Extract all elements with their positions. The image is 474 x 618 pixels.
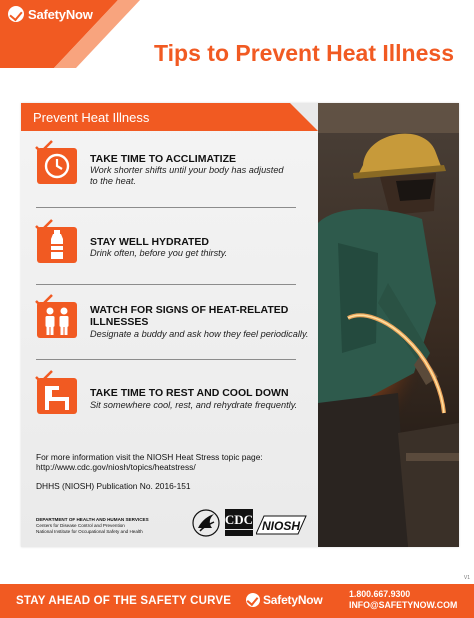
tip-description-line: to the heat.: [90, 176, 136, 186]
footer-logo-text: SafetyNow: [263, 593, 323, 607]
footer-safetynow-logo[interactable]: [246, 593, 323, 607]
publication-number: DHHS (NIOSH) Publication No. 2016-151: [36, 481, 191, 491]
divider: [36, 284, 296, 285]
email-address[interactable]: INFO@SAFETYNOW.COM: [349, 600, 458, 610]
phone-number[interactable]: 1.800.667.9300: [349, 589, 411, 599]
panel-heading: Prevent Heat Illness: [33, 110, 150, 125]
agency-line: Centers for Disease Control and Prevention: [36, 523, 125, 528]
footer-tagline: STAY AHEAD OF THE SAFETY CURVE: [16, 595, 232, 607]
niosh-link[interactable]: http://www.cdc.gov/niosh/topics/heatstress/: [36, 462, 196, 472]
tip-heading: TAKE TIME TO ACCLIMATIZE: [90, 153, 237, 165]
clock-icon: [34, 140, 80, 184]
header-corner: [0, 0, 140, 80]
niosh-logo-icon: [256, 514, 308, 536]
tip-heading: TAKE TIME TO REST AND COOL DOWN: [90, 387, 289, 399]
water-bottle-icon: [34, 219, 80, 263]
page-title: Tips to Prevent Heat Illness: [154, 40, 454, 66]
cdc-logo-text: CDC: [224, 512, 254, 527]
chair-icon: [34, 370, 80, 414]
tip-heading: STAY WELL HYDRATED: [90, 236, 210, 248]
version-label: V1: [463, 575, 470, 581]
tip-description-line: Designate a buddy and ask how they feel periodically.: [90, 329, 309, 339]
tip-description-line: Work shorter shifts until your body has adjusted: [90, 165, 284, 175]
contact-info: [349, 589, 457, 611]
tip-heading-line: ILLNESSES: [90, 316, 149, 328]
more-info-line: For more information visit the NIOSH Heat Stress topic page:: [36, 452, 263, 462]
checkmark-circle-icon: [246, 593, 260, 607]
agency-line: DEPARTMENT OF HEALTH AND HUMAN SERVICES: [36, 517, 149, 522]
divider: [36, 359, 296, 360]
logo-text: SafetyNow: [28, 6, 93, 22]
agency-logos: [192, 506, 310, 540]
worker-photo: [318, 103, 459, 547]
divider: [36, 207, 296, 208]
agency-block: [36, 517, 149, 535]
safetynow-logo[interactable]: [8, 6, 93, 22]
tip-watch-signs: [34, 294, 309, 346]
tip-heading-line: WATCH FOR SIGNS OF HEAT-RELATED: [90, 304, 289, 316]
tip-hydrated: [34, 219, 309, 269]
tip-rest: [34, 370, 309, 420]
tip-description-line: Sit somewhere cool, rest, and rehydrate frequently.: [90, 400, 298, 410]
niosh-logo-text: NIOSH: [261, 519, 301, 533]
tip-acclimatize: [34, 140, 309, 190]
checkmark-circle-icon: [8, 6, 24, 22]
cdc-logo-icon: [224, 508, 254, 538]
tip-description-line: Drink often, before you get thirsty.: [90, 248, 228, 258]
agency-line: National Institute for Occupational Safety and Health: [36, 529, 143, 534]
panel-header: [21, 103, 318, 131]
buddy-people-icon: [34, 294, 80, 338]
